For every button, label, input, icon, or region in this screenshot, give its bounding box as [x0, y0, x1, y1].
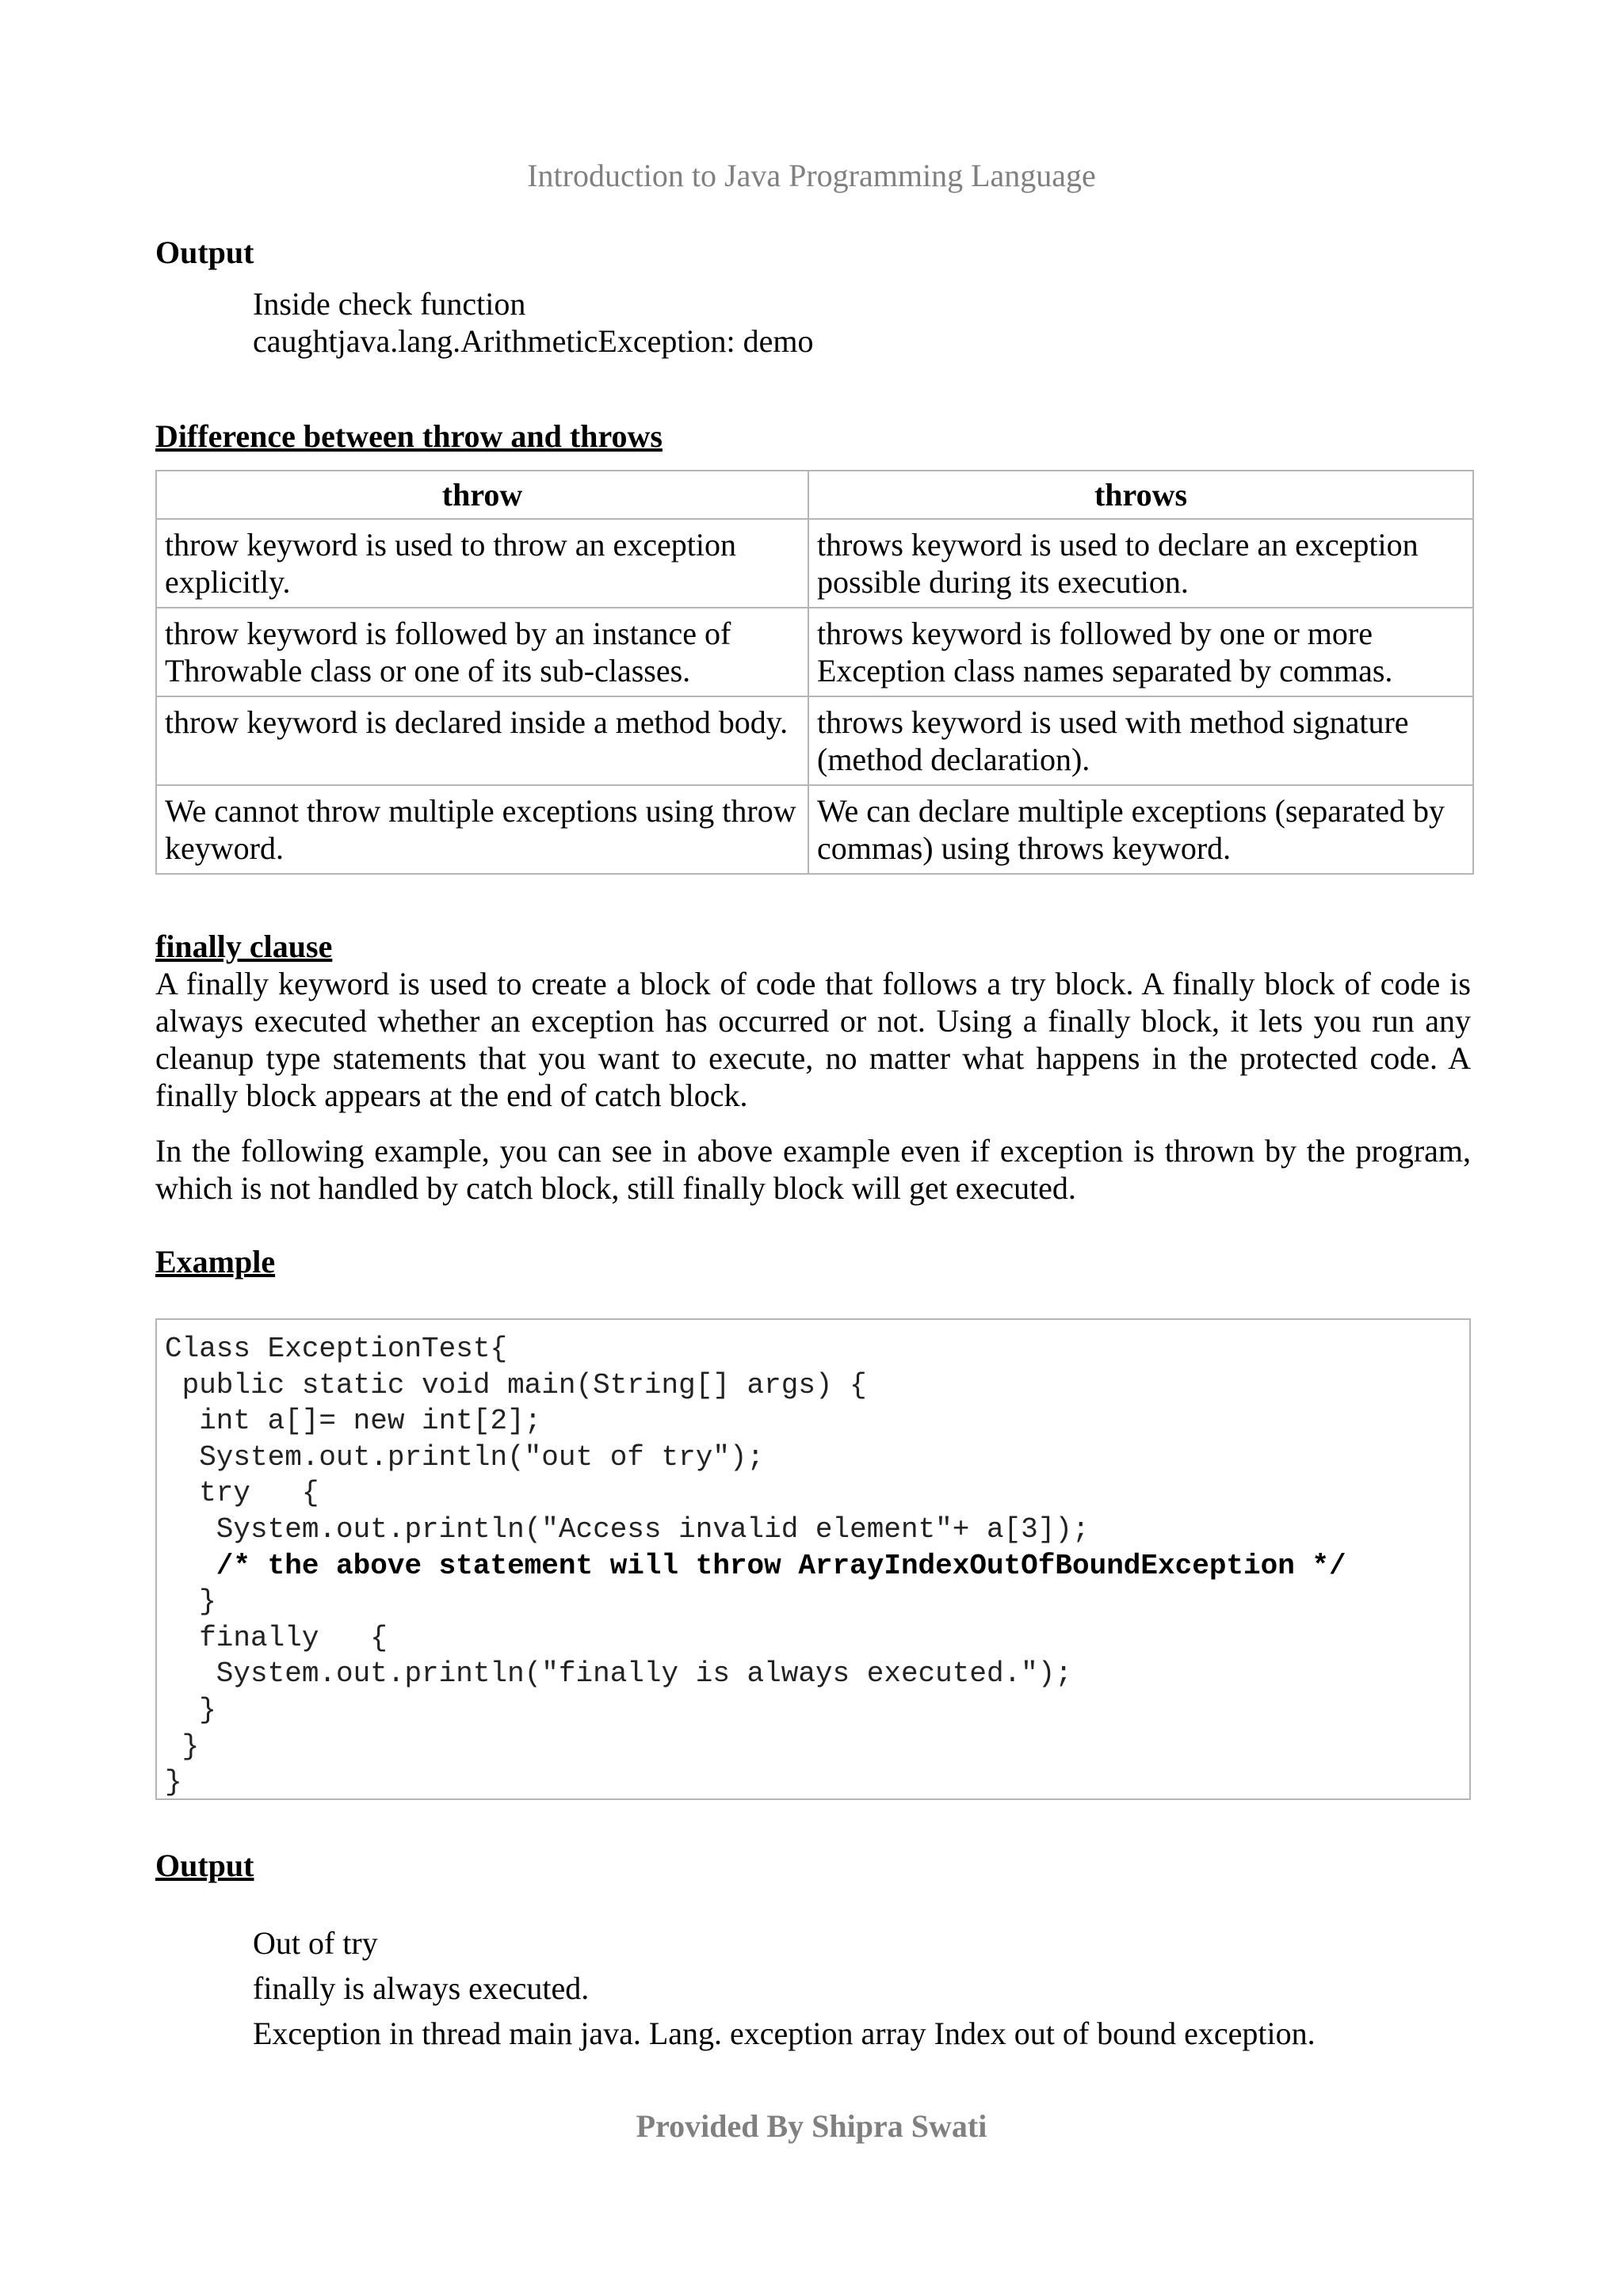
table-header-row — [156, 471, 1473, 519]
code-line: System.out.println("finally is always executed."); — [165, 1657, 1072, 1691]
output-line: caughtjava.lang.ArithmeticException: demo — [253, 323, 814, 359]
output-line: Inside check function — [253, 286, 526, 322]
table-cell: throws keyword is used to declare an exception possible during its execution. — [808, 519, 1473, 608]
code-line: finally { — [165, 1621, 388, 1654]
comparison-table — [155, 470, 1474, 875]
table-cell: throws keyword is used with method signature (method declaration). — [808, 696, 1473, 785]
difference-heading: Difference between throw and throws — [155, 418, 663, 454]
code-block — [155, 1318, 1471, 1800]
output-heading: Output — [155, 235, 254, 270]
table-cell: throw keyword is declared inside a method body. — [156, 696, 808, 785]
output-line: Out of try — [253, 1925, 378, 1961]
column-header-throws: throws — [808, 471, 1473, 519]
column-header-throw: throw — [156, 471, 808, 519]
table-cell: We cannot throw multiple exceptions using throw keyword. — [156, 785, 808, 874]
table-cell: We can declare multiple exceptions (separated by commas) using throws keyword. — [808, 785, 1473, 874]
code-line: } — [165, 1766, 182, 1799]
code-line: } — [165, 1730, 200, 1763]
code-comment-line: /* the above statement will throw ArrayIndexOutOfBoundException */ — [165, 1549, 1346, 1582]
page-footer: Provided By Shipra Swati — [636, 2108, 987, 2144]
code-line: System.out.println("Access invalid element"+ a[3]); — [165, 1512, 1090, 1546]
table-row — [156, 696, 1473, 785]
finally-paragraph-2: In the following example, you can see in above example even if exception is thrown by the program, which is not handled by catch block, still finally block will get executed. — [155, 1133, 1471, 1206]
code-line: int a[]= new int[2]; — [165, 1405, 542, 1438]
table-row — [156, 785, 1473, 874]
code-line: } — [165, 1585, 216, 1619]
table-cell: throws keyword is followed by one or more Exception class names separated by commas. — [808, 608, 1473, 696]
table-row — [156, 608, 1473, 696]
finally-clause-heading: finally clause — [155, 929, 333, 964]
code-line: System.out.println("out of try"); — [165, 1440, 765, 1474]
code-line: Class ExceptionTest{ — [165, 1333, 508, 1365]
page-header-title: Introduction to Java Programming Language — [527, 158, 1096, 193]
output-line: Exception in thread main java. Lang. exception array Index out of bound exception. — [253, 2016, 1316, 2051]
example-heading: Example — [155, 1244, 276, 1280]
code-line: public static void main(String[] args) { — [165, 1368, 867, 1402]
code-line: } — [165, 1693, 216, 1726]
output-block — [253, 285, 814, 360]
table-cell: throw keyword is used to throw an exception explicitly. — [156, 519, 808, 608]
code-line: try { — [165, 1477, 319, 1510]
output-line: finally is always executed. — [253, 1970, 590, 2006]
table-cell: throw keyword is followed by an instance of Throwable class or one of its sub-classes. — [156, 608, 808, 696]
table-row — [156, 519, 1473, 608]
finally-paragraph-1: A finally keyword is used to create a block of code that follows a try block. A finally block of code is always executed whether an exception has occurred or not. Using a finally block, it lets you run any cleanup type statements that you want to execute, no matter what happens in the protected code. A finally block appears at the end of catch block. — [155, 966, 1471, 1113]
output-2-block — [253, 1920, 1316, 2056]
output-2-heading: Output — [155, 1848, 254, 1883]
